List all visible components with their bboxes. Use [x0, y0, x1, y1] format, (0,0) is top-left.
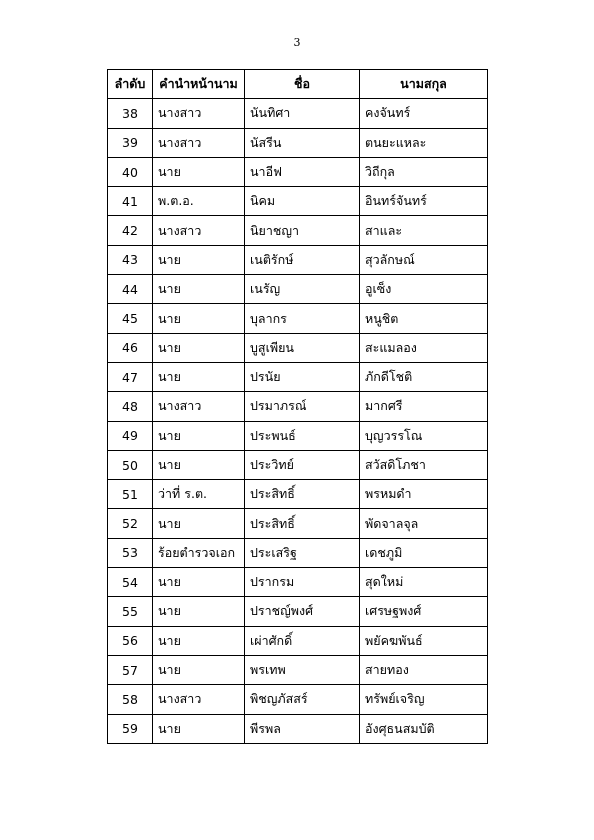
cell-last-name: หนูชิต — [360, 304, 488, 333]
cell-last-name: วิถีกุล — [360, 157, 488, 186]
cell-last-name: สวัสดิโภชา — [360, 450, 488, 479]
cell-last-name: เดชภูมิ — [360, 538, 488, 567]
cell-order: 53 — [108, 538, 153, 567]
cell-last-name: ทรัพย์เจริญ — [360, 685, 488, 714]
cell-title: นาย — [153, 714, 245, 743]
cell-first-name: เนติรักษ์ — [245, 245, 360, 274]
table-row — [108, 216, 488, 245]
cell-last-name: อังศุธนสมบัติ — [360, 714, 488, 743]
cell-title: นาย — [153, 157, 245, 186]
cell-title: นาย — [153, 275, 245, 304]
cell-order: 43 — [108, 245, 153, 274]
cell-order: 39 — [108, 128, 153, 157]
table-row — [108, 626, 488, 655]
cell-order: 59 — [108, 714, 153, 743]
table-body — [108, 99, 488, 744]
cell-last-name: พยัคฆพันธ์ — [360, 626, 488, 655]
header-order: ลำดับ — [108, 70, 153, 99]
table-row — [108, 685, 488, 714]
table-row — [108, 655, 488, 684]
cell-order: 38 — [108, 99, 153, 128]
page-number: 3 — [293, 36, 301, 49]
header-first-name: ชื่อ — [245, 70, 360, 99]
table-row — [108, 568, 488, 597]
cell-title: พ.ต.อ. — [153, 187, 245, 216]
cell-first-name: บูสูเพียน — [245, 333, 360, 362]
cell-first-name: นิคม — [245, 187, 360, 216]
cell-first-name: นัสรีน — [245, 128, 360, 157]
cell-order: 54 — [108, 568, 153, 597]
cell-first-name: บุลากร — [245, 304, 360, 333]
cell-title: นาย — [153, 655, 245, 684]
cell-last-name: อินทร์จันทร์ — [360, 187, 488, 216]
table-row — [108, 450, 488, 479]
cell-first-name: ประสิทธิ์ — [245, 509, 360, 538]
cell-title: นางสาว — [153, 392, 245, 421]
cell-order: 46 — [108, 333, 153, 362]
cell-first-name: ปรมาภรณ์ — [245, 392, 360, 421]
cell-first-name: เผ่าศักดิ์ — [245, 626, 360, 655]
table-row — [108, 157, 488, 186]
cell-first-name: พีรพล — [245, 714, 360, 743]
cell-title: นาย — [153, 450, 245, 479]
cell-title: นาย — [153, 362, 245, 391]
cell-first-name: ปรากรม — [245, 568, 360, 597]
cell-title: นาย — [153, 509, 245, 538]
cell-title: ว่าที่ ร.ต. — [153, 480, 245, 509]
cell-title: นางสาว — [153, 216, 245, 245]
cell-last-name: สุวลักษณ์ — [360, 245, 488, 274]
cell-order: 52 — [108, 509, 153, 538]
cell-order: 47 — [108, 362, 153, 391]
cell-title: นาย — [153, 333, 245, 362]
cell-last-name: ภักดีโชติ — [360, 362, 488, 391]
table-row — [108, 275, 488, 304]
cell-order: 57 — [108, 655, 153, 684]
cell-order: 45 — [108, 304, 153, 333]
table-row — [108, 245, 488, 274]
cell-order: 55 — [108, 597, 153, 626]
cell-first-name: ประเสริฐ — [245, 538, 360, 567]
cell-title: นาย — [153, 304, 245, 333]
cell-last-name: สุดใหม่ — [360, 568, 488, 597]
cell-first-name: ปราชญ์พงศ์ — [245, 597, 360, 626]
table-row — [108, 128, 488, 157]
cell-order: 51 — [108, 480, 153, 509]
table-row — [108, 421, 488, 450]
cell-order: 40 — [108, 157, 153, 186]
cell-order: 50 — [108, 450, 153, 479]
table-row — [108, 362, 488, 391]
table-header-row — [108, 70, 488, 99]
cell-last-name: มากศรี — [360, 392, 488, 421]
cell-last-name: อูเซ็ง — [360, 275, 488, 304]
cell-title: นาย — [153, 626, 245, 655]
cell-first-name: ประพนธ์ — [245, 421, 360, 450]
cell-title: นางสาว — [153, 99, 245, 128]
cell-order: 48 — [108, 392, 153, 421]
table-row — [108, 509, 488, 538]
cell-last-name: สะแมลอง — [360, 333, 488, 362]
cell-first-name: พรเทพ — [245, 655, 360, 684]
cell-last-name: บุญวรรโณ — [360, 421, 488, 450]
table-row — [108, 597, 488, 626]
cell-last-name: สายทอง — [360, 655, 488, 684]
cell-order: 44 — [108, 275, 153, 304]
cell-first-name: นิยาชญา — [245, 216, 360, 245]
cell-order: 49 — [108, 421, 153, 450]
cell-last-name: เศรษฐพงศ์ — [360, 597, 488, 626]
roster-table — [107, 69, 488, 744]
cell-order: 41 — [108, 187, 153, 216]
header-last-name: นามสกุล — [360, 70, 488, 99]
table-row — [108, 392, 488, 421]
cell-last-name: ตนยะแหละ — [360, 128, 488, 157]
cell-last-name: พัดจาลจุล — [360, 509, 488, 538]
table-row — [108, 538, 488, 567]
table-row — [108, 99, 488, 128]
table-row — [108, 333, 488, 362]
table-row — [108, 714, 488, 743]
cell-first-name: พิชญภัสสร์ — [245, 685, 360, 714]
cell-title: นางสาว — [153, 685, 245, 714]
cell-title: นาย — [153, 421, 245, 450]
cell-last-name: คงจันทร์ — [360, 99, 488, 128]
cell-title: นาย — [153, 597, 245, 626]
cell-first-name: เนรัญ — [245, 275, 360, 304]
header-title: คำนำหน้านาม — [153, 70, 245, 99]
cell-first-name: ประสิทธิ์ — [245, 480, 360, 509]
cell-first-name: นาอีฟ — [245, 157, 360, 186]
cell-first-name: นันทิศา — [245, 99, 360, 128]
cell-order: 58 — [108, 685, 153, 714]
table-row — [108, 187, 488, 216]
cell-title: นาย — [153, 245, 245, 274]
cell-title: นางสาว — [153, 128, 245, 157]
cell-first-name: ปรนัย — [245, 362, 360, 391]
cell-title: นาย — [153, 568, 245, 597]
cell-order: 42 — [108, 216, 153, 245]
cell-last-name: พรหมดำ — [360, 480, 488, 509]
cell-last-name: สาและ — [360, 216, 488, 245]
table-row — [108, 304, 488, 333]
cell-title: ร้อยตำรวจเอก — [153, 538, 245, 567]
cell-first-name: ประวิทย์ — [245, 450, 360, 479]
cell-order: 56 — [108, 626, 153, 655]
table-row — [108, 480, 488, 509]
